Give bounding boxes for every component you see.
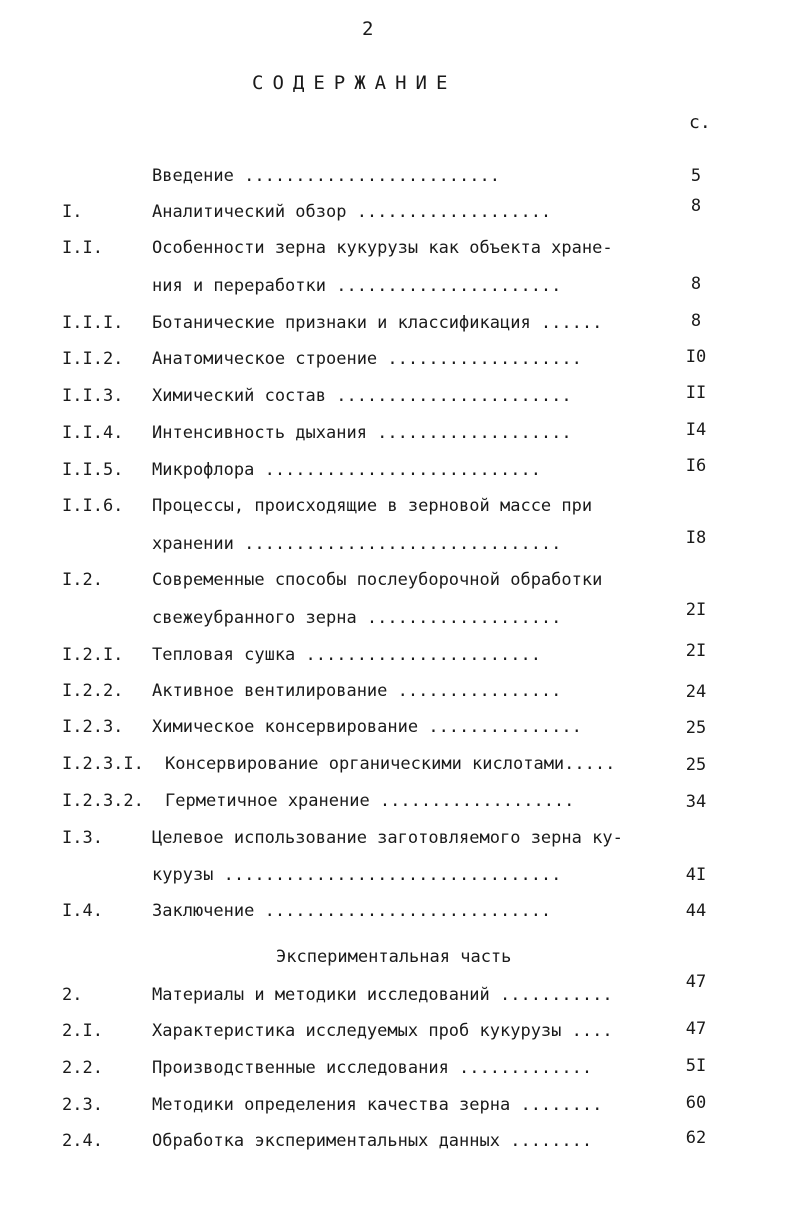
toc-entry-number: I.I.I. [62, 313, 124, 333]
toc-entry-page: 8 [690, 274, 702, 294]
toc-entry-text: Обработка экспериментальных данных ........ [152, 1131, 593, 1151]
toc-entry-page: I0 [685, 347, 707, 367]
toc-entry-page: 4I [685, 865, 707, 885]
toc-entry-number: I.I.2. [62, 349, 124, 369]
toc-entry-number: I.I.4. [62, 423, 124, 443]
toc-entry-number: 2.3. [62, 1095, 103, 1115]
page-number: 2 [362, 18, 374, 40]
page-title: СОДЕРЖАНИЕ [252, 72, 457, 94]
toc-entry-text: Введение ......................... [152, 166, 500, 186]
toc-entry-text: Процессы, происходящие в зерновой массе при [152, 496, 593, 516]
toc-entry-text: Консервирование органическими кислотами..... [165, 754, 616, 774]
toc-entry-text: Химический состав ....................... [152, 386, 572, 406]
toc-entry-text: курузы ................................. [152, 865, 562, 885]
toc-entry-page: 25 [685, 755, 707, 775]
toc-entry-number: I.4. [62, 901, 103, 921]
toc-entry-text: Герметичное хранение ................... [165, 791, 575, 811]
toc-entry-number: I.2.3. [62, 717, 124, 737]
page-column-header: с. [689, 112, 711, 133]
toc-entry-number: I.3. [62, 828, 103, 848]
toc-entry-text: хранении ............................... [152, 534, 562, 554]
section-heading: Экспериментальная часть [276, 947, 512, 967]
toc-entry-text: Микрофлора ........................... [152, 460, 541, 480]
toc-entry-number: I.2.2. [62, 681, 124, 701]
toc-entry-page: 62 [685, 1128, 707, 1148]
toc-entry-page: 60 [685, 1093, 707, 1113]
toc-entry-text: Анатомическое строение ................... [152, 349, 582, 369]
toc-entry-text: Активное вентилирование ................ [152, 681, 562, 701]
toc-entry-page: 47 [685, 1019, 707, 1039]
toc-entry-number: I.2.3.I. [62, 754, 144, 774]
toc-entry-number: I.I. [62, 238, 103, 258]
toc-entry-text: Химическое консервирование ............... [152, 717, 582, 737]
toc-entry-number: 2. [62, 985, 83, 1005]
toc-entry-page: I6 [685, 456, 707, 476]
toc-entry-page: I4 [685, 420, 707, 440]
toc-entry-number: I.2. [62, 570, 103, 590]
toc-entry-number: I.2.I. [62, 645, 124, 665]
toc-entry-page: 2I [685, 600, 707, 620]
toc-entry-page: II [685, 383, 707, 403]
toc-entry-page: 24 [685, 682, 707, 702]
toc-entry-text: Аналитический обзор ................... [152, 202, 552, 222]
toc-entry-page: 5 [690, 166, 702, 186]
toc-entry-text: Материалы и методики исследований ........... [152, 985, 613, 1005]
toc-entry-number: I.I.5. [62, 460, 124, 480]
toc-entry-text: свежеубранного зерна ................... [152, 608, 562, 628]
toc-entry-page: I8 [685, 528, 707, 548]
toc-entry-text: Заключение ............................ [152, 901, 552, 921]
toc-entry-number: I. [62, 202, 83, 222]
toc-entry-text: ния и переработки ...................... [152, 276, 562, 296]
toc-entry-page: 34 [685, 792, 707, 812]
toc-entry-page: 47 [685, 972, 707, 992]
toc-entry-number: I.2.3.2. [62, 791, 144, 811]
toc-entry-text: Ботанические признаки и классификация ...... [152, 313, 603, 333]
toc-entry-number: 2.I. [62, 1021, 103, 1041]
toc-entry-text: Производственные исследования ............. [152, 1058, 593, 1078]
toc-entry-text: Современные способы послеуборочной обработки [152, 570, 603, 590]
toc-entry-page: 44 [685, 901, 707, 921]
toc-entry-page: 5I [685, 1056, 707, 1076]
toc-entry-text: Особенности зерна кукурузы как объекта хране- [152, 238, 613, 258]
toc-entry-number: 2.4. [62, 1131, 103, 1151]
toc-entry-page: 8 [690, 196, 702, 216]
toc-entry-text: Методики определения качества зерна ........ [152, 1095, 603, 1115]
toc-entry-page: 8 [690, 311, 702, 331]
toc-entry-page: 2I [685, 641, 707, 661]
toc-entry-text: Тепловая сушка ....................... [152, 645, 541, 665]
toc-entry-text: Интенсивность дыхания ................... [152, 423, 572, 443]
toc-entry-text: Целевое использование заготовляемого зерна ку- [152, 828, 623, 848]
toc-entry-number: I.I.6. [62, 496, 124, 516]
toc-entry-text: Характеристика исследуемых проб кукурузы .... [152, 1021, 613, 1041]
toc-entry-page: 25 [685, 718, 707, 738]
toc-entry-number: I.I.3. [62, 386, 124, 406]
toc-entry-number: 2.2. [62, 1058, 103, 1078]
